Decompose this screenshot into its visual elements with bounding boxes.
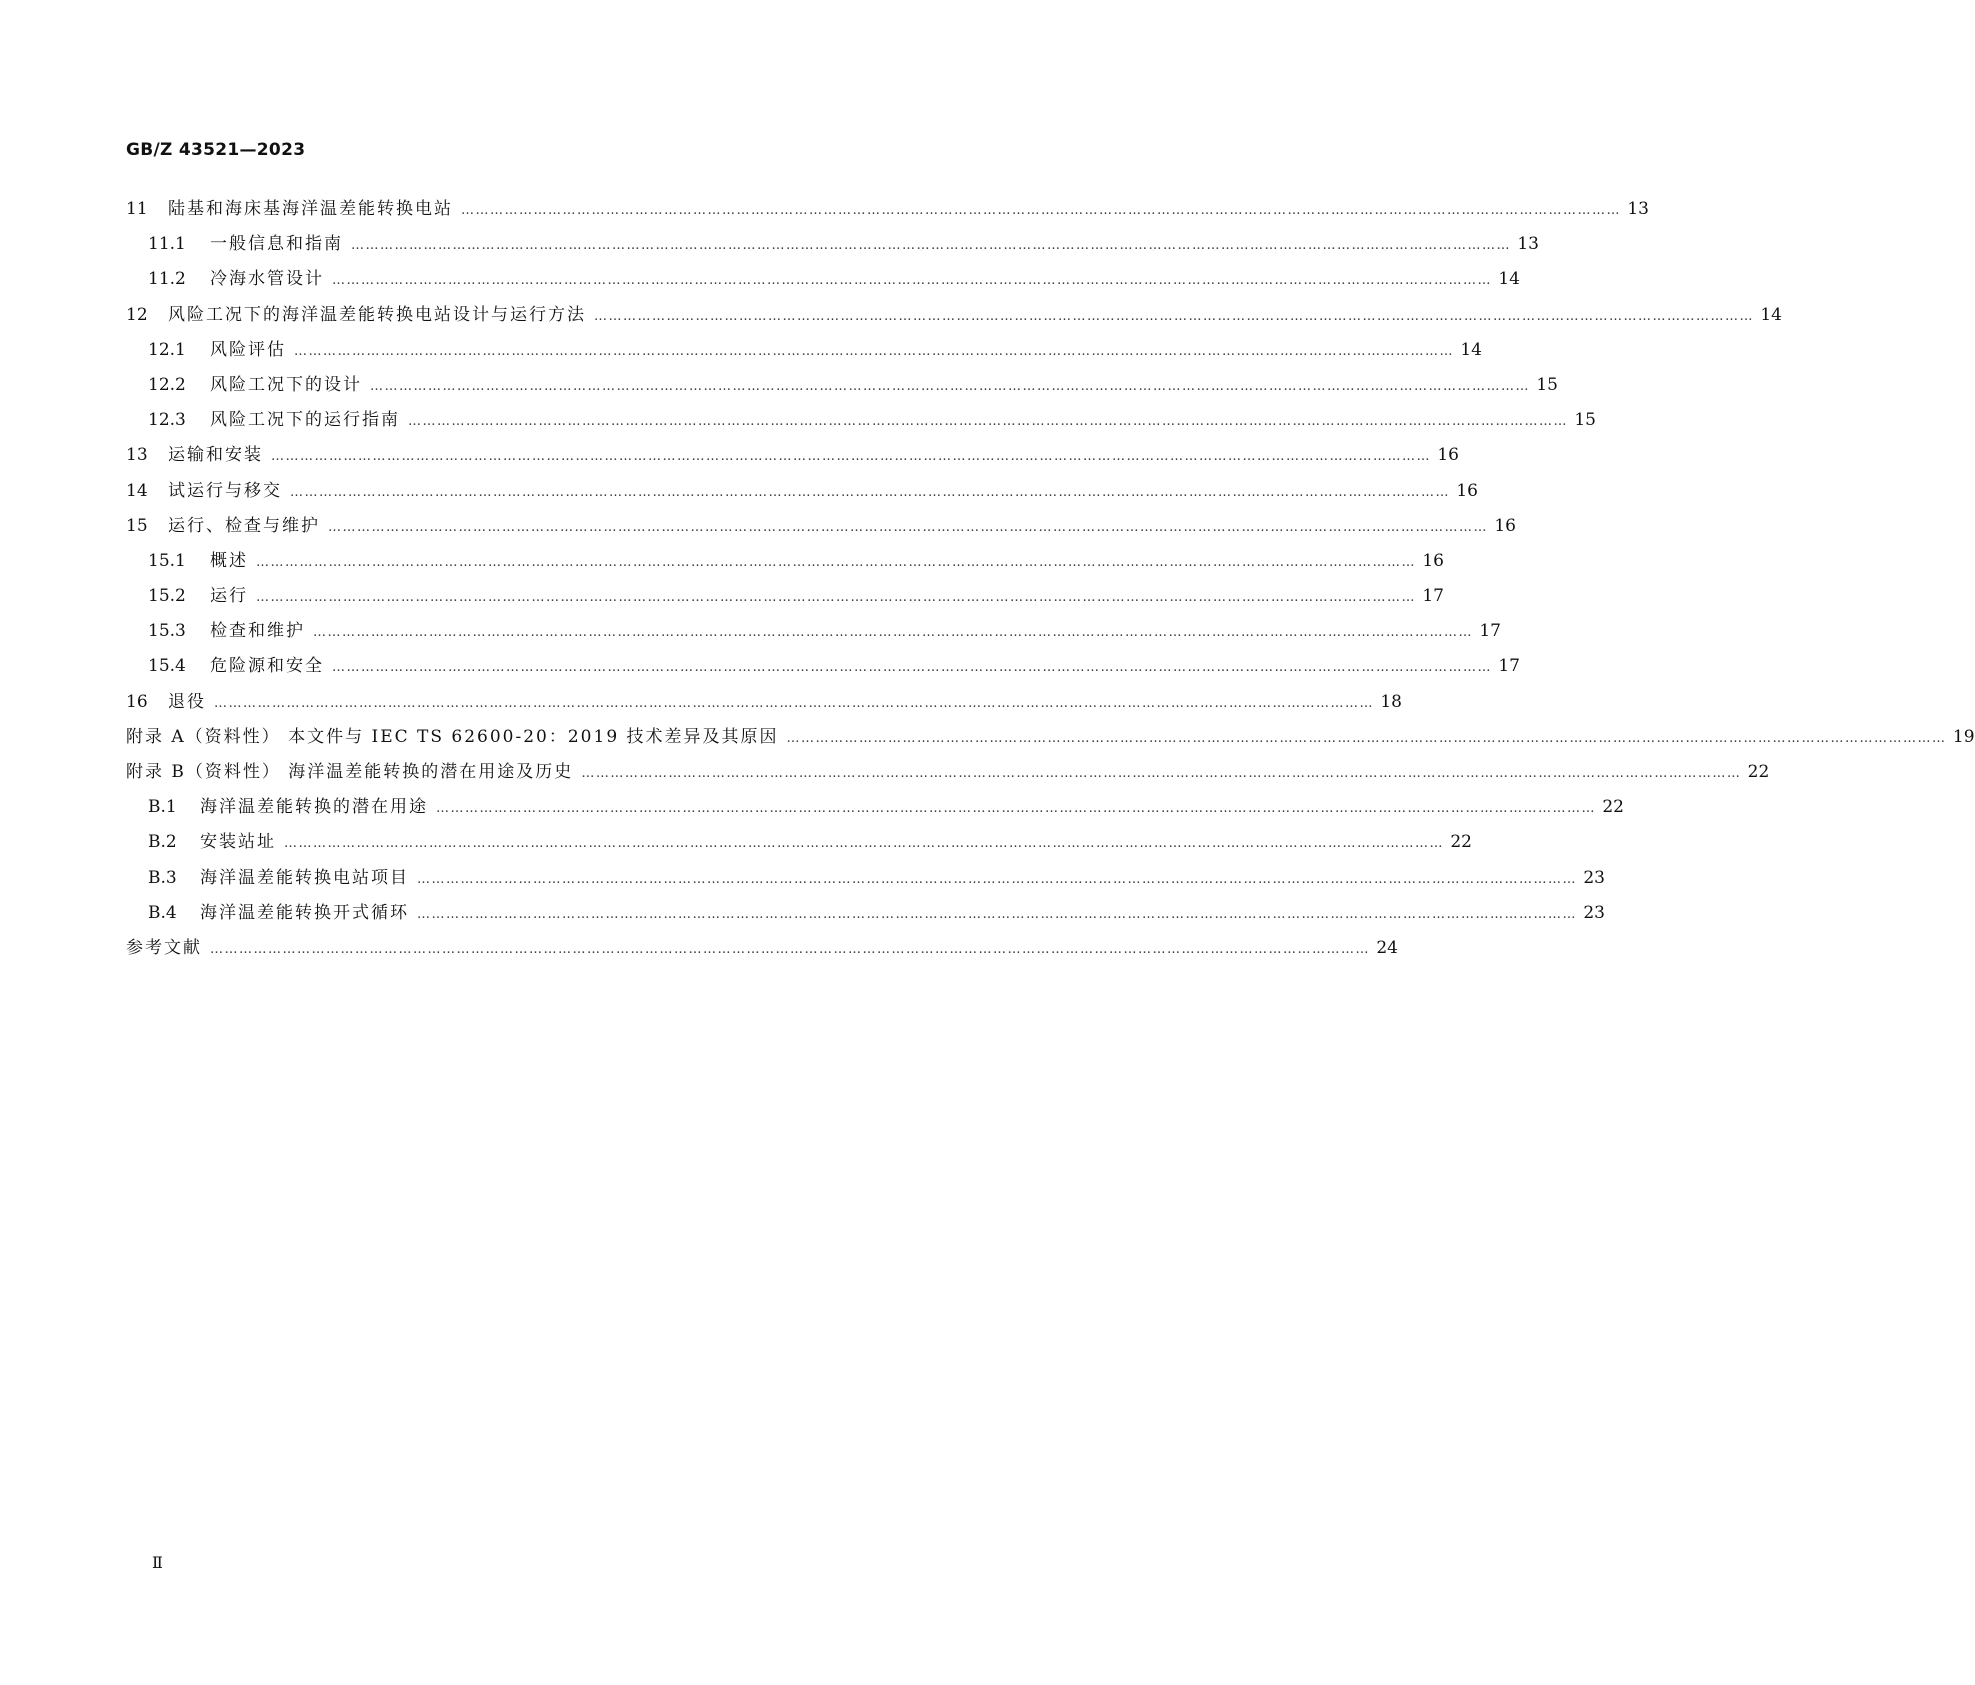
toc-entry-number: 15.1 <box>148 550 186 571</box>
toc-entry-page: 16 <box>1437 445 1459 466</box>
toc-entry[interactable] <box>126 614 1501 649</box>
toc-entry-title: 风险工况下的设计 <box>210 374 362 395</box>
toc-entry-title: 海洋温差能转换开式循环 <box>200 902 409 923</box>
toc-leader-dots: …………………………………………………………………………………………………………………………………………………………………………………………………………………… <box>581 766 1742 781</box>
toc-entry-title: 风险评估 <box>210 339 286 360</box>
toc-leader-dots: …………………………………………………………………………………………………………………………………………………………………………………………………………………… <box>214 695 1374 711</box>
toc-entry-page: 17 <box>1479 621 1501 642</box>
toc-entry-page: 14 <box>1498 269 1520 290</box>
toc-entry[interactable] <box>126 861 1605 896</box>
toc-entry[interactable] <box>126 544 1444 579</box>
toc-entry-title: 冷海水管设计 <box>210 269 324 290</box>
toc-leader-dots: …………………………………………………………………………………………………………………………………………………………………………………………………………………… <box>594 308 1754 324</box>
toc-entry-number: 15.2 <box>148 586 186 607</box>
toc-entry[interactable] <box>126 931 1398 966</box>
toc-entry[interactable] <box>126 403 1596 438</box>
toc-leader-dots: …………………………………………………………………………………………………………………………………………………………………………………………………………………… <box>461 203 1621 218</box>
toc-entry[interactable] <box>126 825 1472 860</box>
toc-entry-title: 海洋温差能转换电站项目 <box>200 867 409 888</box>
toc-entry[interactable] <box>126 227 1539 262</box>
toc-entry[interactable] <box>126 509 1516 544</box>
toc-leader-dots: …………………………………………………………………………………………………………………………………………………………………………………………………………………… <box>436 801 1596 817</box>
toc-entry-page: 15 <box>1574 410 1596 431</box>
toc-leader-dots: …………………………………………………………………………………………………………………………………………………………………………………………………………………… <box>294 343 1454 359</box>
toc-entry-page: 24 <box>1376 937 1398 958</box>
toc-entry-page: 13 <box>1627 199 1649 219</box>
toc-entry-page: 23 <box>1583 902 1605 923</box>
toc-entry-title: 安装站址 <box>200 832 276 853</box>
toc-entry-page: 14 <box>1760 304 1782 325</box>
toc-entry[interactable] <box>126 790 1624 825</box>
toc-entry-number: 12.1 <box>148 339 186 360</box>
toc-leader-dots: …………………………………………………………………………………………………………………………………………………………………………………………………………………… <box>417 906 1577 922</box>
toc-entry-page: 17 <box>1498 656 1520 677</box>
toc-entry[interactable] <box>126 755 1770 790</box>
toc-entry-title: 一般信息和指南 <box>210 234 343 255</box>
toc-entry-title: 运行、检查与维护 <box>168 515 320 536</box>
toc-entry-title: 风险工况下的海洋温差能转换电站设计与运行方法 <box>168 304 586 325</box>
toc-entry-number: 15 <box>126 515 148 536</box>
toc-leader-dots: …………………………………………………………………………………………………………………………………………………………………………………………………………………… <box>256 554 1416 570</box>
toc-leader-dots: …………………………………………………………………………………………………………………………………………………………………………………………………………………… <box>290 484 1450 500</box>
toc-entry-page: 16 <box>1456 480 1478 501</box>
toc-entry-title: 试运行与移交 <box>168 480 282 501</box>
toc-entry[interactable] <box>126 685 1402 720</box>
toc-leader-dots: …………………………………………………………………………………………………………………………………………………………………………………………………………………… <box>408 414 1568 430</box>
toc-entry-title: 退役 <box>168 691 206 712</box>
toc-leader-dots: …………………………………………………………………………………………………………………………………………………………………………………………………………………… <box>328 519 1488 535</box>
toc-entry-title: 概述 <box>210 550 248 571</box>
toc-leader-dots: …………………………………………………………………………………………………………………………………………………………………………………………………………………… <box>271 449 1431 465</box>
toc-leader-dots: …………………………………………………………………………………………………………………………………………………………………………………………………………………… <box>210 941 1370 957</box>
toc-entry-page: 17 <box>1422 586 1444 607</box>
toc-entry-title: 陆基和海床基海洋温差能转换电站 <box>168 199 453 219</box>
table-of-contents <box>126 192 1975 966</box>
toc-entry-number: 11.1 <box>148 234 186 255</box>
toc-entry-page: 16 <box>1494 515 1516 536</box>
toc-entry[interactable] <box>126 896 1605 931</box>
toc-entry-number: 12 <box>126 304 148 325</box>
toc-entry[interactable] <box>126 720 1975 755</box>
toc-entry-number: 12.3 <box>148 410 186 431</box>
toc-entry-number: 15.3 <box>148 621 186 642</box>
toc-entry-page: 18 <box>1380 691 1402 712</box>
toc-leader-dots: …………………………………………………………………………………………………………………………………………………………………………………………………………………… <box>284 836 1444 852</box>
toc-entry-page: 16 <box>1422 550 1444 571</box>
toc-entry[interactable] <box>126 368 1558 403</box>
toc-entry-number: B.2 <box>148 832 177 853</box>
toc-entry-title: 风险工况下的运行指南 <box>210 410 400 431</box>
toc-entry[interactable] <box>126 474 1478 509</box>
toc-leader-dots: …………………………………………………………………………………………………………………………………………………………………………………………………………………… <box>370 378 1530 394</box>
toc-entry-number: B.3 <box>148 867 177 888</box>
toc-entry-page: 13 <box>1517 234 1539 255</box>
toc-entry-title: 运行 <box>210 586 248 607</box>
page-number: Ⅱ <box>152 1553 163 1572</box>
toc-entry-title: 海洋温差能转换的潜在用途 <box>200 797 428 818</box>
toc-entry-title: 参考文献 <box>126 937 202 958</box>
toc-entry[interactable] <box>126 192 1649 227</box>
toc-entry[interactable] <box>126 579 1444 614</box>
toc-entry-page: 15 <box>1536 374 1558 395</box>
toc-entry[interactable] <box>126 333 1482 368</box>
toc-leader-dots: …………………………………………………………………………………………………………………………………………………………………………………………………………………… <box>256 590 1416 606</box>
toc-entry-number: 15.4 <box>148 656 186 677</box>
toc-entry-page: 23 <box>1583 867 1605 888</box>
toc-entry-number: 16 <box>126 691 148 712</box>
toc-entry[interactable] <box>126 298 1782 333</box>
toc-entry[interactable] <box>126 438 1459 473</box>
toc-entry-page: 14 <box>1460 339 1482 360</box>
toc-entry-title: 危险源和安全 <box>210 656 324 677</box>
toc-entry-page: 22 <box>1602 797 1624 818</box>
toc-leader-dots: …………………………………………………………………………………………………………………………………………………………………………………………………………………… <box>786 730 1947 746</box>
toc-entry[interactable] <box>126 262 1520 297</box>
toc-leader-dots: …………………………………………………………………………………………………………………………………………………………………………………………………………………… <box>332 273 1492 289</box>
toc-leader-dots: …………………………………………………………………………………………………………………………………………………………………………………………………………………… <box>332 660 1492 676</box>
toc-entry-number: 11.2 <box>148 269 186 290</box>
toc-entry-number: 13 <box>126 445 148 466</box>
toc-leader-dots: …………………………………………………………………………………………………………………………………………………………………………………………………………………… <box>313 625 1473 641</box>
toc-entry-number: B.1 <box>148 797 177 818</box>
toc-entry-number: 14 <box>126 480 148 501</box>
toc-entry-title: 检查和维护 <box>210 621 305 642</box>
toc-entry-number: B.4 <box>148 902 177 923</box>
toc-entry[interactable] <box>126 649 1520 684</box>
toc-entry-page: 22 <box>1450 832 1472 853</box>
toc-entry-title: 附录 A（资料性） 本文件与 IEC TS 62600-20：2019 技术差异及其原因 <box>126 726 779 747</box>
toc-leader-dots: …………………………………………………………………………………………………………………………………………………………………………………………………………………… <box>351 238 1511 254</box>
toc-entry-page: 22 <box>1747 762 1770 782</box>
toc-entry-number: 12.2 <box>148 374 186 395</box>
document-code: GB/Z 43521—2023 <box>126 140 306 160</box>
toc-leader-dots: …………………………………………………………………………………………………………………………………………………………………………………………………………………… <box>417 871 1577 887</box>
toc-entry-title: 附录 B（资料性） 海洋温差能转换的潜在用途及历史 <box>126 762 574 782</box>
toc-entry-number: 11 <box>126 199 148 219</box>
toc-entry-title: 运输和安装 <box>168 445 263 466</box>
toc-entry-page: 19 <box>1952 726 1975 747</box>
